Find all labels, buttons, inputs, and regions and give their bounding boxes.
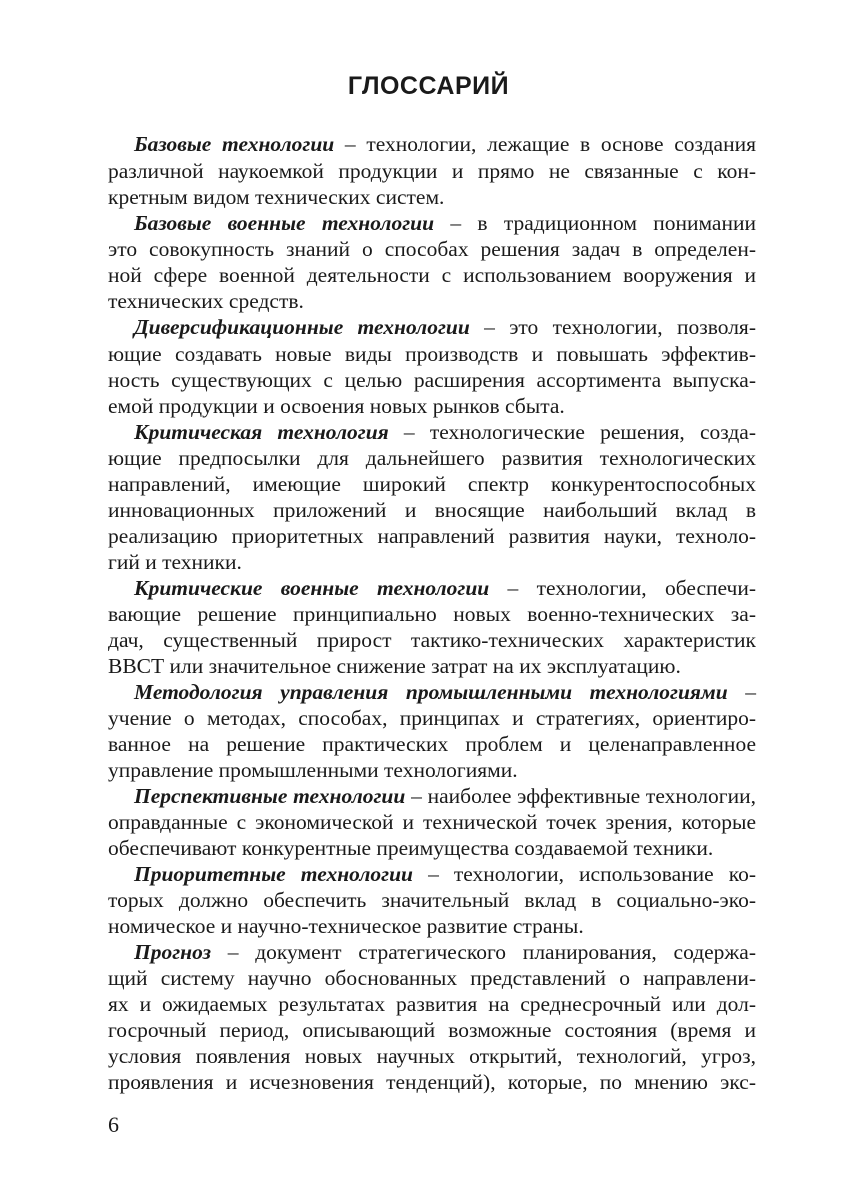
glossary-entry-line: торых должно обеспечить значительный вклад в социально-эко- (108, 888, 756, 912)
glossary-entry-line: Прогноз – документ стратегического планирования, содержа- (134, 940, 756, 964)
glossary-entry-line: ющие предпосылки для дальнейшего развития технологических (108, 446, 756, 470)
glossary-term: Приоритетные технологии (134, 862, 414, 886)
glossary-entry-line: Приоритетные технологии – технологии, использование ко- (134, 862, 756, 886)
glossary-entry-line: ях и ожидаемых результатах развития на среднесрочный или дол- (108, 992, 756, 1016)
glossary-entry-line: ющие создавать новые виды производств и повышать эффектив- (108, 342, 756, 366)
glossary-entry-line: оправданные с экономической и технической точек зрения, которые (108, 810, 756, 834)
glossary-term: Диверсификационные технологии (134, 315, 470, 339)
glossary-entry-line: вающие решение принципиально новых военно-технических за- (108, 602, 756, 626)
glossary-entry-line: ванное на решение практических проблем и целенаправленное (108, 732, 756, 756)
glossary-entry-line: ВВСТ или значительное снижение затрат на их эксплуатацию. (108, 654, 681, 678)
glossary-entry-line: проявления и исчезновения тенденций), которые, по мнению экс- (108, 1070, 756, 1094)
glossary-entry-line: технических средств. (108, 289, 304, 313)
glossary-entry-line: номическое и научно-техническое развитие страны. (108, 914, 584, 938)
glossary-term: Критические военные технологии (134, 576, 490, 600)
glossary-entry-line: дач, существенный прирост тактико-технических характеристик (108, 628, 756, 652)
glossary-entry-line: кретным видом технических систем. (108, 185, 445, 209)
glossary-term: Перспективные технологии (134, 784, 406, 808)
glossary-entry-line: емой продукции и освоения новых рынков сбыта. (108, 394, 565, 418)
glossary-term: Критическая технология (134, 420, 389, 444)
glossary-entry-line: Методология управления промышленными технологиями – (134, 680, 756, 704)
glossary-entry-line: ной сфере военной деятельности с использованием вооружения и (108, 263, 756, 287)
glossary-entry-line: управление промышленными технологиями. (108, 758, 518, 782)
glossary-entry-line: учение о методах, способах, принципах и стратегиях, ориентиро- (108, 706, 756, 730)
glossary-term: Базовые технологии (134, 132, 335, 156)
glossary-entry-line: обеспечивают конкурентные преимущества создаваемой техники. (108, 836, 714, 860)
glossary-term: Базовые военные технологии (134, 211, 435, 235)
glossary-entry-line: Критические военные технологии – технологии, обеспечи- (134, 576, 756, 600)
glossary-entry-line: условия появления новых научных открытий, технологий, угроз, (108, 1044, 756, 1068)
glossary-entry-line: направлений, имеющие широкий спектр конкурентоспособных (108, 472, 756, 496)
page-number: 6 (108, 1112, 119, 1137)
glossary-entry-line: щий систему научно обоснованных представлений о направлени- (108, 966, 756, 990)
glossary-entry-line: Базовые военные технологии – в традиционном понимании (134, 211, 756, 235)
glossary-entry-line: Диверсификационные технологии – это технологии, позволя- (134, 315, 756, 339)
glossary-entry-line: реализацию приоритетных направлений развития науки, технолo- (108, 524, 756, 548)
glossary-entry-line: Критическая технология – технологические решения, созда- (134, 420, 756, 444)
glossary-entry-line: госрочный период, описывающий возможные состояния (время и (108, 1018, 756, 1042)
glossary-entry-line: гий и техники. (108, 550, 242, 574)
glossary-entry-line: это совокупность знаний о способах решения задач в определен- (108, 237, 756, 261)
glossary-entry-line: Базовые технологии – технологии, лежащие в основе создания (134, 132, 756, 156)
glossary-entry-line: различной наукоемкой продукции и прямо не связанные с кон- (108, 159, 756, 183)
glossary-entry-line: инновационных приложений и вносящие наибольший вклад в (108, 498, 756, 522)
glossary-entry-line: Перспективные технологии – наиболее эффективные технологии, (134, 784, 756, 808)
page-title: ГЛОССАРИЙ (347, 72, 510, 100)
glossary-term: Прогноз (134, 940, 211, 964)
glossary-entry-line: ность существующих с целью расширения ассортимента выпуска- (108, 368, 756, 392)
glossary-term: Методология управления промышленными технологиями (134, 680, 728, 704)
